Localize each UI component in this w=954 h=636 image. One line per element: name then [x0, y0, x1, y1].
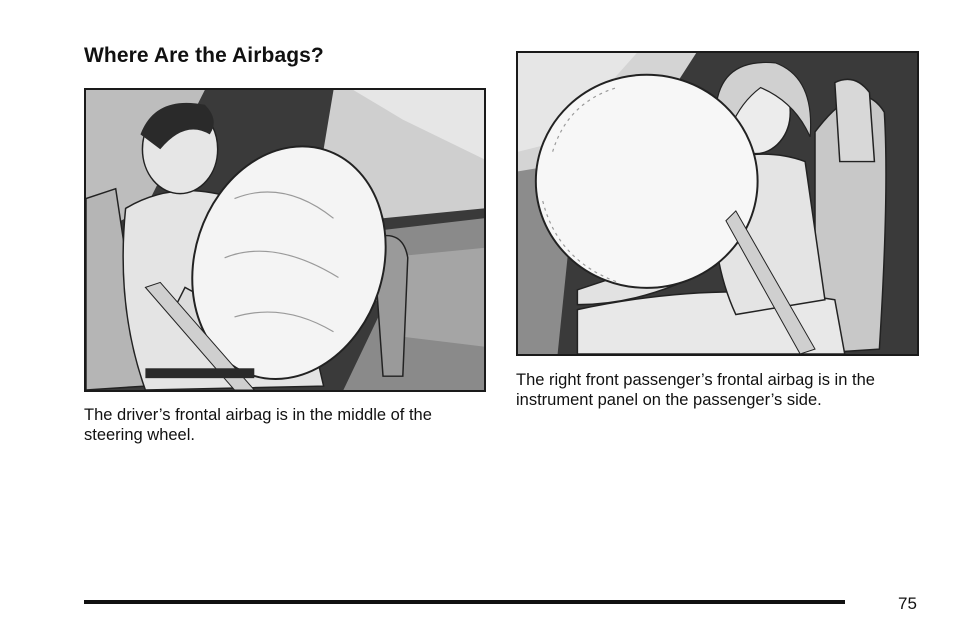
driver-airbag-drawing: [86, 90, 484, 390]
driver-airbag-illustration: [84, 88, 486, 392]
passenger-airbag-caption: The right front passenger’s frontal airbag is in the instrument panel on the passenger’s side.: [516, 371, 875, 409]
driver-airbag-caption: The driver’s frontal airbag is in the middle of the steering wheel.: [84, 406, 432, 444]
passenger-airbag-illustration: [516, 51, 919, 356]
page-number: 75: [898, 594, 917, 613]
footer-rule: [84, 600, 845, 604]
page-title: Where Are the Airbags?: [84, 44, 324, 67]
passenger-airbag-drawing: [518, 53, 917, 354]
